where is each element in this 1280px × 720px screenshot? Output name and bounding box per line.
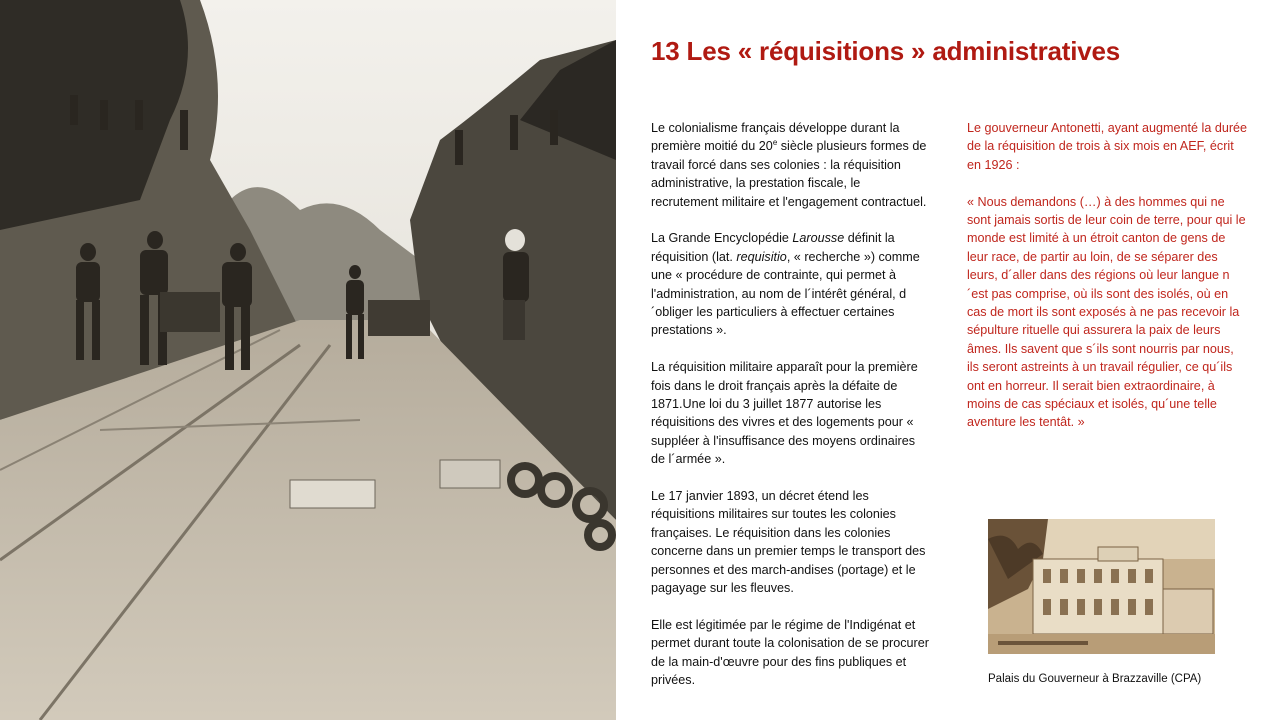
paragraph-forms-of-forced-labor: Le colonialisme français développe durant la première moitié du 20e siècle plusieurs formes de travail forcé dans ses colonies : la réquisition administrative, la prestation fiscale, le recrutement militaire et l'engagement contractuel. <box>651 121 927 209</box>
page-title: 13 Les « réquisitions » administratives <box>651 36 1121 66</box>
paragraph-military-requisition: La réquisition militaire apparaît pour la première fois dans le droit français après la défaite de 1871.Une loi du 3 juillet 1877 autorise les réquisitions des vivres et des logements pour « suppléer à l'insuffisance des moyens ordinaires de l´armée ». <box>651 360 918 467</box>
railway-construction-photo <box>0 0 616 720</box>
antonetti-quote: « Nous demandons (…) à des hommes qui ne sont jamais sortis de leur coin de terre, pour qui le monde est limité à un étroit canton de gens de leur race, de partir au loin, de se séparer des leurs, d´aller dans des régions où leur langue n´est pas comprise, où ils sont des isolés, où en cas de mort ils sont exposés à ne pas recevoir la sépulture rituelle qui assurera la paix de leurs âmes. Ils savent que s´ils sont nourris par nous, ils seront astreints à un travail régulier, ce qu´ils ont en horreur. Il serait bien extraordinaire, à moins de cas spéciaux et isolés, qu´une telle aventure les tentât. » <box>967 194 1246 430</box>
paragraph-larousse-definition: La Grande Encyclopédie Larousse définit la réquisition (lat. requisitio, « recherche ») comme une « procédure de contrainte, qui permet à l'administration, au nom de l´intérêt général, d´obliger les particuliers à effectuer certaines prestations ». <box>651 231 920 338</box>
body-column-left <box>651 119 929 708</box>
governor-palace-postcard <box>988 519 1215 654</box>
paragraph-1893-decree: Le 17 janvier 1893, un décret étend les réquisitions militaires sur toutes les colonies françaises. Le réquisition dans les colonies concerne dans un premier temps le transport des personnes et des march-andises (portage) et le pagayage sur les fleuves. <box>651 489 926 596</box>
postcard-caption: Palais du Gouverneur à Brazzaville (CPA) <box>988 673 1202 685</box>
antonetti-intro: Le gouverneur Antonetti, ayant augmenté la durée de la réquisition de trois à six mois en AEF, écrit en 1926 : <box>967 121 1248 172</box>
body-column-right <box>967 119 1249 450</box>
paragraph-indigenat: Elle est légitimée par le régime de l'Indigénat et permet durant toute la colonisation de se procurer de la main-d'œuvre pour des fins publiques et privées. <box>651 617 929 688</box>
